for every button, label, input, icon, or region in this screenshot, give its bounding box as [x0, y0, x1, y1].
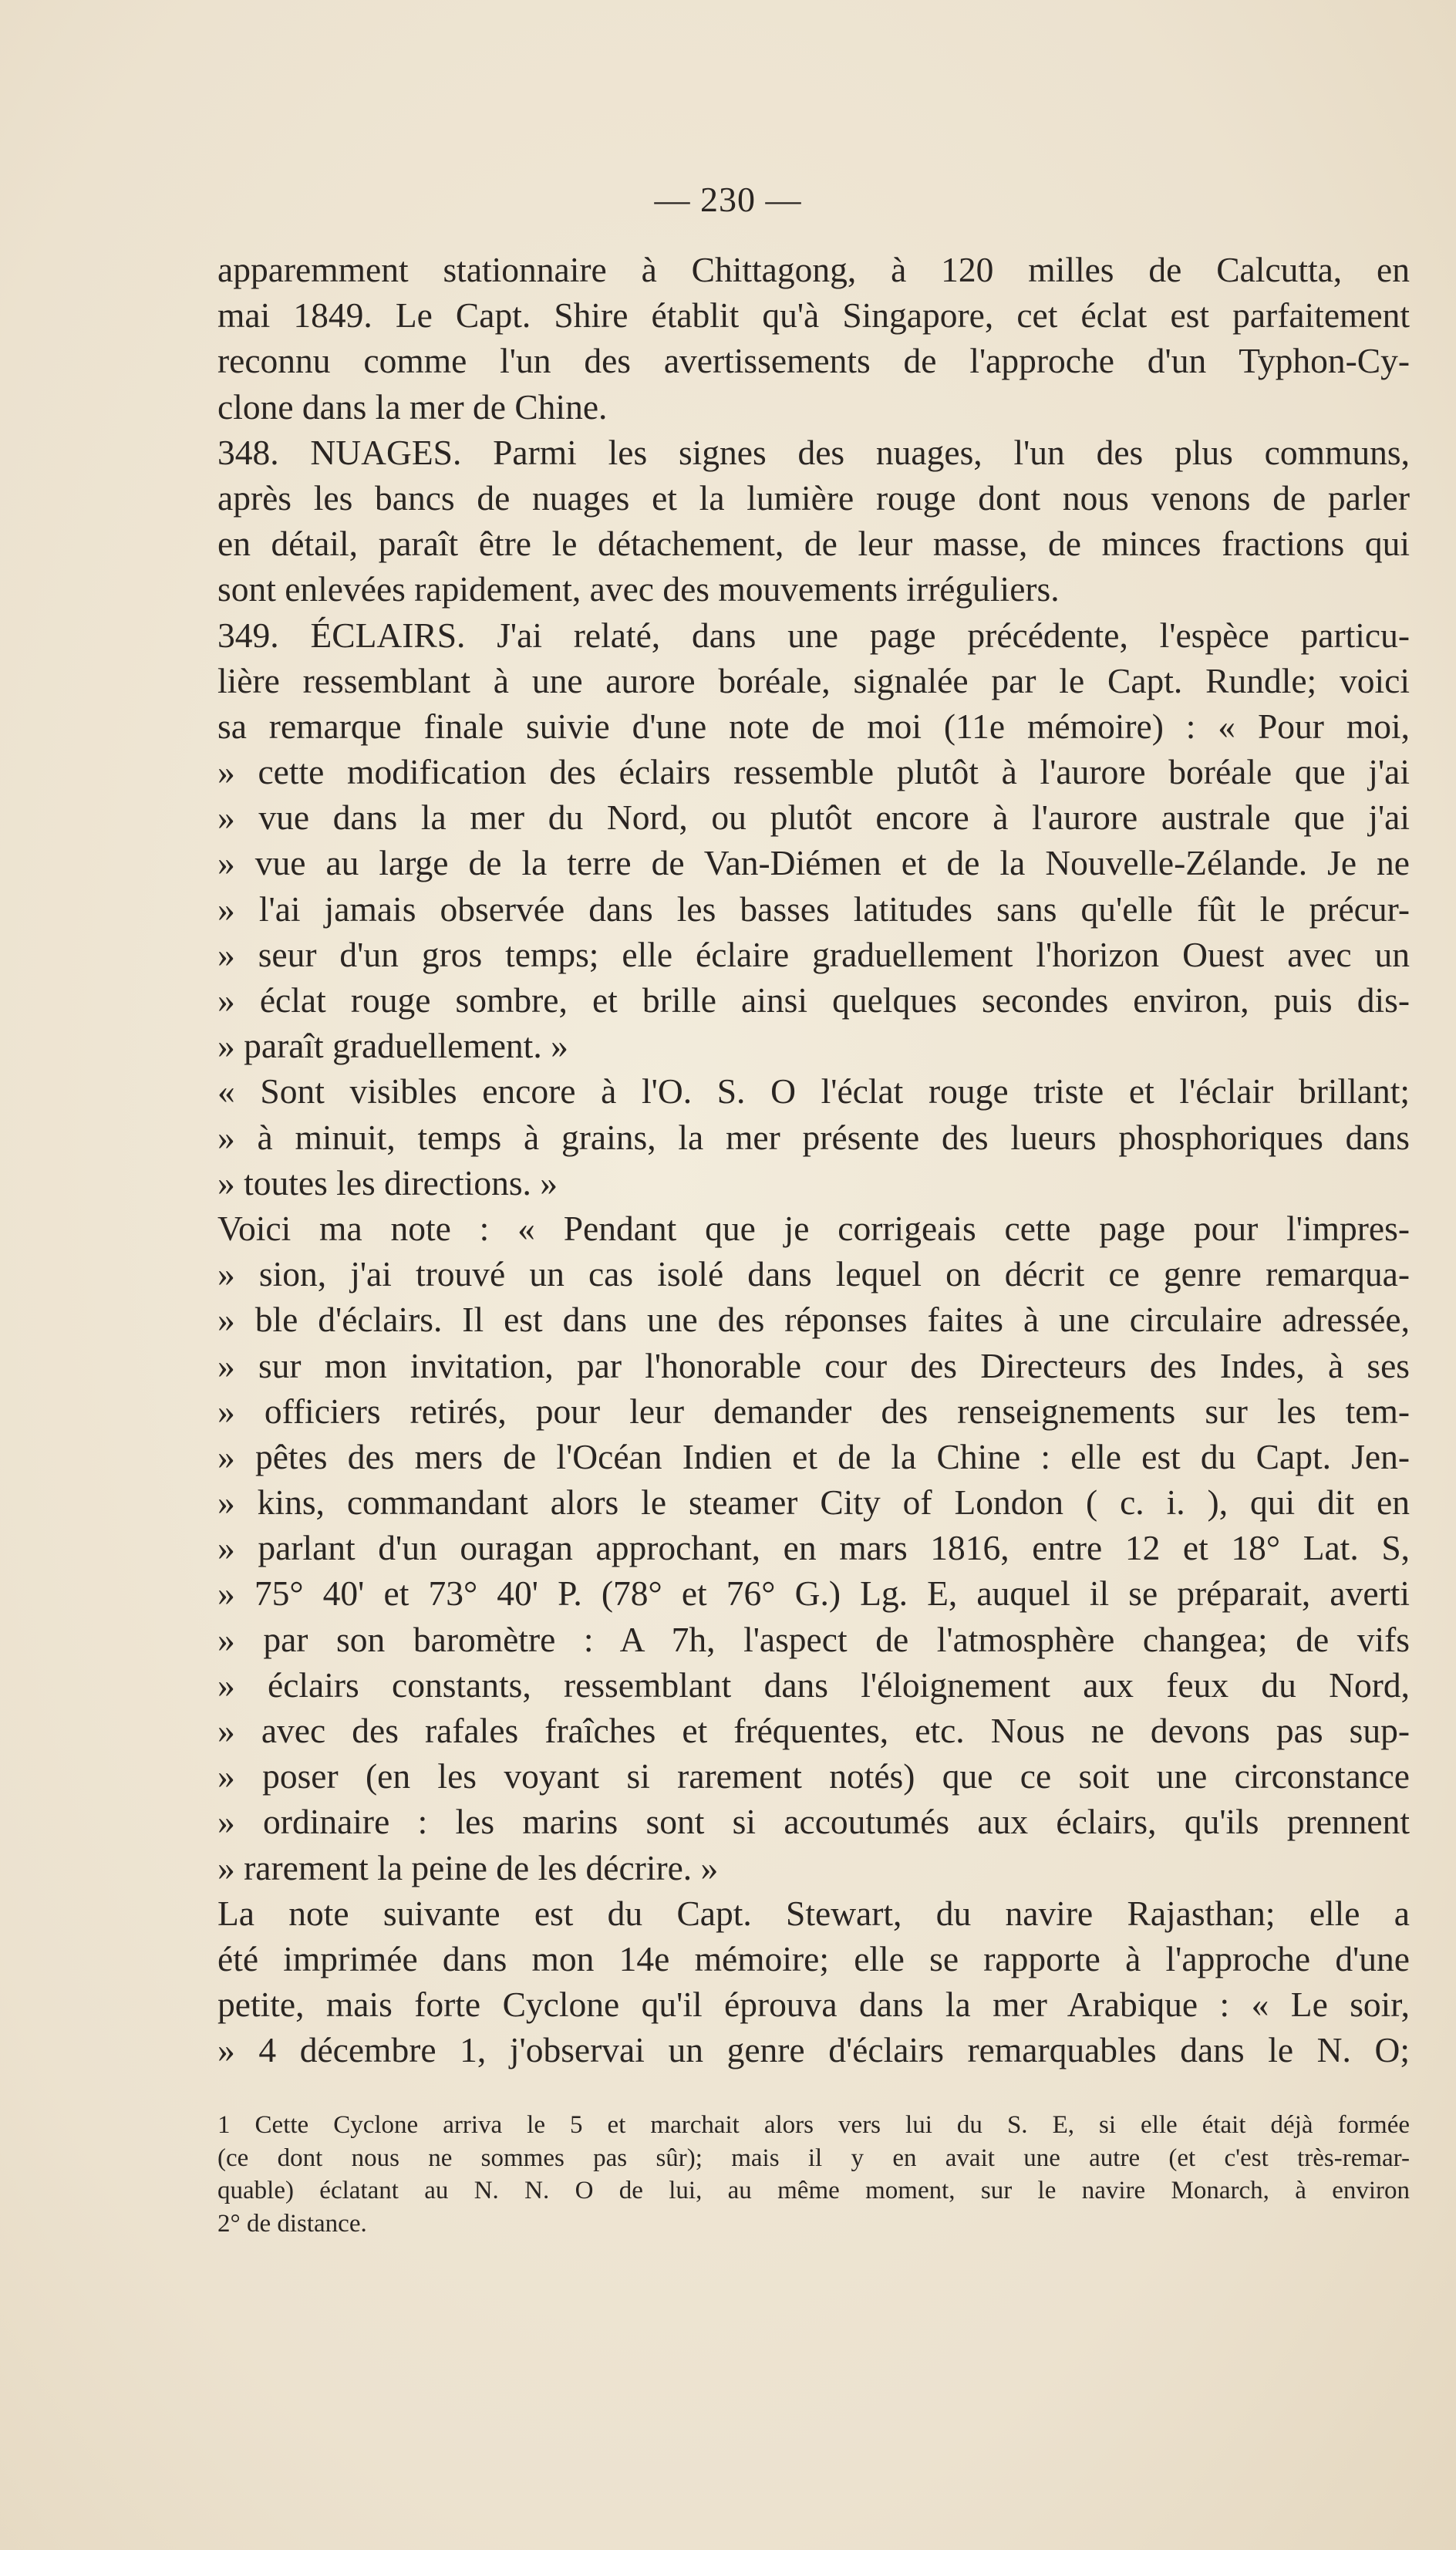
text-line: » vue au large de la terre de Van-Diémen et de la Nouvelle-Zélande. Je ne	[217, 843, 1410, 883]
text-line: » à minuit, temps à grains, la mer présente des lueurs phosphoriques dans	[217, 1117, 1410, 1157]
text-line: » sion, j'ai trouvé un cas isolé dans lequel on décrit ce genre remarqua-	[217, 1254, 1410, 1294]
text-line: Voici ma note : « Pendant que je corrigeais cette page pour l'impres-	[217, 1208, 1410, 1248]
footnote-line: quable) éclatant au N. N. O de lui, au même moment, sur le navire Monarch, à environ	[217, 2177, 1410, 2204]
text-line: » avec des rafales fraîches et fréquentes, etc. Nous ne devons pas sup-	[217, 1711, 1410, 1750]
text-line: » sur mon invitation, par l'honorable cour des Directeurs des Indes, à ses	[217, 1345, 1410, 1385]
text-line: » vue dans la mer du Nord, ou plutôt encore à l'aurore australe que j'ai	[217, 798, 1410, 838]
footnote-line: (ce dont nous ne sommes pas sûr); mais il y en avait une autre (et c'est très-remar-	[217, 2144, 1410, 2172]
page-number: — 230 —	[654, 180, 802, 219]
text-line: » 75° 40' et 73° 40' P. (78° et 76° G.) Lg. E, auquel il se préparait, averti	[217, 1574, 1410, 1614]
footnotes	[217, 2109, 1410, 2240]
text-line: petite, mais forte Cyclone qu'il éprouva dans la mer Arabique : « Le soir,	[217, 1985, 1410, 2025]
text-line: » cette modification des éclairs ressemble plutôt à l'aurore boréale que j'ai	[217, 752, 1410, 792]
text-line: en détail, paraît être le détachement, de leur masse, de minces fractions qui	[217, 524, 1410, 564]
text-line: « Sont visibles encore à l'O. S. O l'éclat rouge triste et l'éclair brillant;	[217, 1071, 1410, 1111]
footnote-line: 1 Cette Cyclone arriva le 5 et marchait alors vers lui du S. E, si elle était déjà formée	[217, 2111, 1410, 2139]
text-line: » kins, commandant alors le steamer City of London ( c. i. ), qui dit en	[217, 1482, 1410, 1523]
text-line: » éclat rouge sombre, et brille ainsi quelques secondes environ, puis dis-	[217, 980, 1410, 1020]
text-line: » 4 décembre 1, j'observai un genre d'éclairs remarquables dans le N. O;	[217, 2030, 1410, 2070]
text-line: sont enlevées rapidement, avec des mouvements irréguliers.	[217, 569, 1060, 609]
text-line: » poser (en les voyant si rarement notés) que ce soit une circonstance	[217, 1756, 1410, 1796]
text-line: » officiers retirés, pour leur demander des renseignements sur les tem-	[217, 1391, 1410, 1431]
text-line: reconnu comme l'un des avertissements de l'approche d'un Typhon-Cy-	[217, 341, 1410, 381]
text-line: » parlant d'un ouragan approchant, en mars 1816, entre 12 et 18° Lat. S,	[217, 1528, 1410, 1568]
text-line: » éclairs constants, ressemblant dans l'éloignement aux feux du Nord,	[217, 1665, 1410, 1705]
text-line: » ble d'éclairs. Il est dans une des réponses faites à une circulaire adressée,	[217, 1300, 1410, 1340]
text-line: mai 1849. Le Capt. Shire établit qu'à Singapore, cet éclat est parfaitement	[217, 295, 1410, 336]
text-line: » l'ai jamais observée dans les basses latitudes sans qu'elle fût le précur-	[217, 889, 1410, 929]
footnote-line: 2° de distance.	[217, 2209, 367, 2238]
text-line: » seur d'un gros temps; elle éclaire graduellement l'horizon Ouest avec un	[217, 934, 1410, 974]
text-line: » par son baromètre : A 7h, l'aspect de l'atmosphère changea; de vifs	[217, 1619, 1410, 1659]
section-349-heading-line: 349. ÉCLAIRS. J'ai relaté, dans une page précédente, l'espèce particu-	[217, 615, 1410, 655]
text-line: clone dans la mer de Chine.	[217, 386, 608, 427]
text-line: » ordinaire : les marins sont si accoutumés aux éclairs, qu'ils prennent	[217, 1802, 1410, 1842]
section-348-heading-line: 348. NUAGES. Parmi les signes des nuages, l'un des plus communs,	[217, 432, 1410, 472]
text-line: apparemment stationnaire à Chittagong, à 120 milles de Calcutta, en	[217, 250, 1410, 289]
text-line: » pêtes des mers de l'Océan Indien et de la Chine : elle est du Capt. Jen-	[217, 1436, 1410, 1476]
text-line: » rarement la peine de les décrire. »	[217, 1847, 719, 1887]
body-text	[217, 247, 1410, 2073]
text-line: après les bancs de nuages et la lumière rouge dont nous venons de parler	[217, 477, 1410, 518]
text-line: » paraît graduellement. »	[217, 1026, 568, 1066]
text-line: lière ressemblant à une aurore boréale, signalée par le Capt. Rundle; voici	[217, 660, 1410, 700]
text-line: sa remarque finale suivie d'une note de moi (11e mémoire) : « Pour moi,	[217, 706, 1410, 746]
text-line: La note suivante est du Capt. Stewart, du navire Rajasthan; elle a	[217, 1893, 1410, 1933]
text-line: » toutes les directions. »	[217, 1162, 558, 1202]
text-line: été imprimée dans mon 14e mémoire; elle se rapporte à l'approche d'une	[217, 1938, 1410, 1978]
